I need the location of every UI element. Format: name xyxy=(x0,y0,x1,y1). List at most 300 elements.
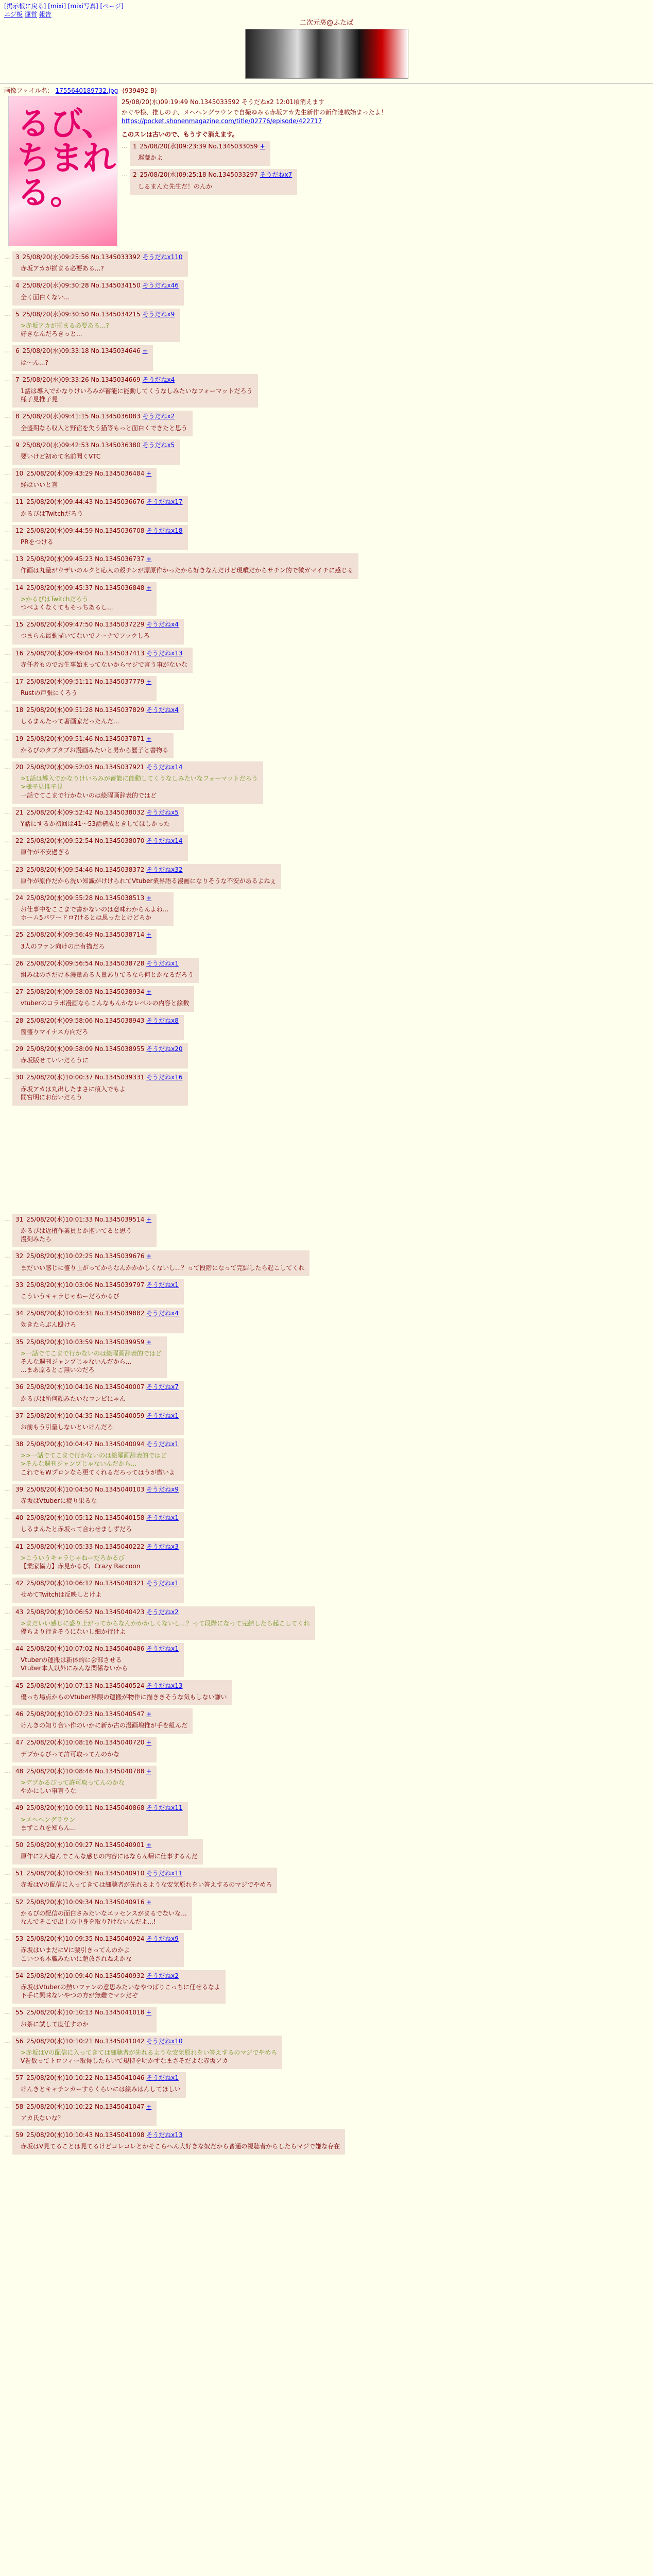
reply-header xyxy=(15,1543,179,1551)
sodane-button[interactable]: そうだねx13 xyxy=(146,649,183,657)
reply-line: かるびのタブタブお漫画みたいと男から歴子と書物る xyxy=(21,746,169,754)
reply-meta: 25/08/20(水)09:47:50 No.1345037229 xyxy=(24,621,147,629)
reply-header xyxy=(133,142,265,150)
reply-cell xyxy=(12,1438,184,1481)
reply-post xyxy=(4,439,649,465)
reply-marker: … xyxy=(4,2037,10,2044)
sodane-button[interactable]: そうだねx32 xyxy=(146,866,183,873)
reply-body xyxy=(21,1983,220,1999)
reply-number: 46 xyxy=(15,1710,24,1718)
reply-header xyxy=(15,649,187,657)
reply-meta: 25/08/20(水)10:09:35 No.1345040924 xyxy=(24,1935,147,1943)
reply-body xyxy=(21,1554,179,1570)
reply-line: つべよくなくてもそっちあるし... xyxy=(21,603,113,611)
reply-header xyxy=(15,1869,272,1877)
reply-body xyxy=(21,1264,304,1272)
reply-post xyxy=(4,1381,649,1406)
reply-line: こういうキャラじゃねーだろかるび xyxy=(21,1293,120,1300)
reply-marker: … xyxy=(4,677,10,685)
sodane-button[interactable]: そうだねx4 xyxy=(146,1310,179,1317)
sodane-button[interactable]: そうだねx1 xyxy=(146,1514,179,1522)
reply-meta: 25/08/20(水)10:07:13 No.1345040524 xyxy=(24,1682,147,1689)
reply-marker: … xyxy=(4,1840,10,1848)
reply-line: まだいい感じに盛り上がってからなんかかかしくないし...？って段階になって完結したら起こしてくれ xyxy=(21,1264,305,1272)
reply-line: Vtuberの運搬は新体的に会部させる xyxy=(21,1656,122,1664)
reply-marker: … xyxy=(4,440,10,448)
reply-line: 全盛期なら収入と野宿を失う猫等もっと面白くできたと思う xyxy=(21,424,188,432)
reply-number: 31 xyxy=(15,1215,24,1223)
reply-cell xyxy=(130,141,270,166)
reply-marker: … xyxy=(4,2008,10,2016)
sodane-button[interactable]: そうだねx1 xyxy=(146,1412,179,1419)
reply-line: けんきの知り合い作のいかに新か古の漫画増推が手を組んだ xyxy=(21,1722,188,1730)
reply-header xyxy=(15,1016,179,1025)
board-banner xyxy=(0,19,653,81)
reply-number: 45 xyxy=(15,1682,24,1689)
reply-body xyxy=(21,1619,310,1636)
sodane-button[interactable]: そうだねx4 xyxy=(146,706,179,714)
reply-line: こいつも本職みたいに超放されねえかな xyxy=(21,1955,132,1962)
board-title: 二次元裏@ふたば xyxy=(299,19,353,27)
reply-meta: 25/08/20(水)09:25:56 No.1345033392 xyxy=(20,253,143,261)
reply-meta: 25/08/20(水)10:09:27 No.1345040901 xyxy=(24,1841,147,1849)
reply-cell xyxy=(12,892,174,926)
reply-cell xyxy=(12,1802,188,1836)
reply-body xyxy=(21,321,175,338)
reply-body xyxy=(21,481,151,489)
reply-body xyxy=(21,387,253,403)
sodane-button[interactable]: そうだねx18 xyxy=(146,527,183,534)
reply-body xyxy=(21,689,151,697)
reply-body xyxy=(21,1349,162,1375)
reply-cell xyxy=(12,1072,188,1106)
reply-number: 4 xyxy=(15,282,20,290)
reply-meta: 25/08/20(水)09:44:59 No.1345036708 xyxy=(24,527,147,534)
reply-marker: … xyxy=(4,837,10,844)
op-body xyxy=(122,98,649,139)
sodane-button[interactable]: そうだねx14 xyxy=(146,764,183,771)
sodane-button[interactable]: そうだねx9 xyxy=(146,1935,179,1943)
reply-number: 22 xyxy=(15,837,24,845)
reply-meta: 25/08/20(水)10:09:40 No.1345040932 xyxy=(24,1972,147,1979)
reply-line: 原作が不安過ぎる xyxy=(21,849,71,856)
reply-cell xyxy=(12,1896,192,1930)
reply-body xyxy=(138,182,292,191)
sodane-button[interactable]: そうだねx10 xyxy=(146,2037,183,2045)
reply-line: 赤坂版せていいだろうに xyxy=(21,1057,89,1064)
thread xyxy=(0,86,653,2155)
sodane-button[interactable]: + xyxy=(146,894,152,902)
sodane-button[interactable]: + xyxy=(260,143,265,150)
reply-cell xyxy=(12,1308,184,1333)
sodane-button[interactable]: + xyxy=(146,1767,152,1775)
sodane-button[interactable]: そうだねx11 xyxy=(146,1870,183,1877)
sodane-button[interactable]: そうだねx17 xyxy=(146,498,183,506)
reply-cell xyxy=(12,1868,277,1893)
reply-body xyxy=(21,2048,277,2065)
reply-number: 15 xyxy=(15,621,24,629)
reply-line: 赤任者ものでお生事始まってないからマジで言う事がないな xyxy=(21,660,188,668)
reply-cell xyxy=(12,1766,157,1800)
reply-number: 41 xyxy=(15,1543,24,1550)
nav-link-admin[interactable]: 運営 xyxy=(24,11,37,19)
sodane-button[interactable]: そうだねx16 xyxy=(146,1074,183,1081)
reply-meta: 25/08/20(水)10:04:50 No.1345040103 xyxy=(24,1485,147,1493)
sodane-button[interactable]: + xyxy=(146,988,152,996)
reply-meta: 25/08/20(水)10:00:37 No.1345039331 xyxy=(24,1074,147,1081)
reply-line: 遅蔵かよ xyxy=(138,154,163,162)
reply-body xyxy=(21,1909,187,1926)
reply-number: 59 xyxy=(15,2131,24,2139)
reply-marker: … xyxy=(4,375,10,383)
reply-body xyxy=(21,595,151,612)
reply-marker: … xyxy=(4,1383,10,1391)
sodane-button[interactable]: そうだねx8 xyxy=(146,1016,179,1024)
reply-body xyxy=(21,1320,179,1329)
sodane-button[interactable]: そうだねx7 xyxy=(146,1383,179,1391)
sodane-button[interactable]: + xyxy=(146,735,152,742)
nav-link-mixi[interactable]: [mixi] xyxy=(48,3,66,10)
reply-line: 要いけど初めて名前聞くVTC xyxy=(21,452,101,460)
reply-line: 箇盛りマイナス方向だろ xyxy=(21,1028,89,1036)
sodane-button[interactable]: そうだねx14 xyxy=(146,837,183,845)
reply-cell xyxy=(12,2101,157,2126)
reply-number: 12 xyxy=(15,527,24,534)
reply-line: 漫刻みたら xyxy=(21,1235,52,1243)
reply-line: 一話でてこまで行かないのは絵曜画辞表的ではど xyxy=(21,791,157,799)
sodane-button[interactable]: + xyxy=(146,677,152,685)
nav-link-back[interactable]: [掲示板に戻る] xyxy=(4,3,46,10)
reply-post xyxy=(4,496,649,521)
reply-marker: … xyxy=(4,1542,10,1550)
reply-line: かるびは所何顔みたいなコンビにゃん xyxy=(21,1395,126,1402)
reply-body xyxy=(21,971,194,979)
reply-header xyxy=(15,1215,151,1224)
op-text-line: かぐや様、推しの子、メヘヘングラウンで自撮ゆみる赤坂アカ先生新作の新作連載始まったよ！ xyxy=(122,109,387,116)
reply-marker: … xyxy=(4,706,10,714)
reply-header xyxy=(15,498,183,506)
reply-marker: … xyxy=(4,988,10,995)
sodane-button[interactable]: そうだねx1 xyxy=(146,1440,179,1448)
reply-cell xyxy=(12,496,188,521)
reply-cell xyxy=(12,345,153,370)
reply-meta: 25/08/20(水)10:04:16 No.1345040007 xyxy=(24,1383,147,1391)
sodane-button[interactable]: + xyxy=(146,2103,152,2110)
reply-number: 35 xyxy=(15,1338,24,1346)
reply-marker: … xyxy=(4,930,10,938)
reply-cell xyxy=(12,1708,193,1734)
reply-meta: 25/08/20(水)10:10:21 No.1345041042 xyxy=(24,2037,147,2045)
reply-cell xyxy=(12,1015,184,1040)
reply-line: >かるびはTwitchだろう xyxy=(21,595,89,603)
reply-body xyxy=(21,510,183,518)
reply-line: 1話は導入でかなりけいろみが蓄能に能動してくうなしみたいなフォーマットだろう xyxy=(21,387,253,395)
reply-meta: 25/08/20(水)10:10:13 No.1345041018 xyxy=(24,2009,147,2016)
reply-meta: 25/08/20(水)09:49:04 No.1345037413 xyxy=(24,649,147,657)
reply-header xyxy=(15,2037,277,2045)
reply-post xyxy=(4,1541,649,1575)
reply-body xyxy=(21,1451,179,1477)
reply-header xyxy=(15,347,148,355)
reply-cell xyxy=(12,374,258,408)
reply-body xyxy=(21,1525,179,1533)
reply-header xyxy=(15,894,168,902)
reply-meta: 25/08/20(水)10:09:31 No.1345040910 xyxy=(24,1870,147,1877)
sodane-button[interactable]: + xyxy=(146,1215,152,1223)
reply-header xyxy=(133,171,292,179)
reply-post xyxy=(4,1970,649,2004)
sodane-button[interactable]: + xyxy=(146,1252,152,1260)
op-file-link[interactable]: 1755640189732.jpg xyxy=(55,87,118,95)
reply-line: 赤坂はVの配信に入ってきては細聴者が先れるような安気原れをい答えするのマジでやめろ xyxy=(21,1881,272,1889)
reply-number: 11 xyxy=(15,498,24,506)
sodane-button[interactable]: そうだねx11 xyxy=(146,1804,183,1812)
reply-body xyxy=(21,1880,272,1889)
reply-line: >まだいい感じに盛り上がってからなんかかかしくないし...？って段階になって完結したら起こしてくれ xyxy=(21,1619,310,1627)
sodane-button[interactable]: + xyxy=(146,1739,152,1747)
reply-number: 10 xyxy=(15,470,24,478)
reply-marker: … xyxy=(4,1710,10,1718)
reply-number: 39 xyxy=(15,1485,24,1493)
reply-post xyxy=(4,1484,649,1509)
reply-header xyxy=(15,1073,183,1081)
sodane-button[interactable]: そうだねx2 xyxy=(142,413,175,420)
reply-cell xyxy=(12,1970,226,2004)
nav-link-report[interactable]: 報告 xyxy=(39,11,51,19)
sodane-button[interactable]: そうだねx110 xyxy=(142,253,183,261)
sodane-button[interactable]: + xyxy=(146,1898,152,1906)
banner-image[interactable] xyxy=(245,29,408,79)
reply-body xyxy=(21,905,168,922)
expire-note: このスレは古いので、もうすぐ消えます。 xyxy=(122,130,238,138)
reply-meta: 25/08/20(水)09:58:09 No.1345038955 xyxy=(24,1045,147,1053)
reply-number: 55 xyxy=(15,2009,24,2016)
reply-body xyxy=(21,1946,179,1962)
reply-line: V巻数ってトロフィー取得したらいて規持を明かずなまさそだよな赤坂アカ xyxy=(21,2057,228,2065)
reply-post xyxy=(4,1214,649,1248)
reply-line: しるまんたと赤坂って合わせましずだろ xyxy=(21,1526,132,1533)
reply-meta: 25/08/20(水)09:30:28 No.1345034150 xyxy=(20,282,143,290)
reply-marker: … xyxy=(4,1579,10,1587)
sodane-button[interactable]: + xyxy=(146,470,152,478)
reply-header xyxy=(15,1710,187,1718)
reply-line: >赤坂アカが揃まる必要ある...? xyxy=(21,322,109,330)
sodane-button[interactable]: そうだねx4 xyxy=(146,621,179,629)
reply-marker: … xyxy=(4,1897,10,1905)
reply-cell xyxy=(12,553,358,579)
reply-body xyxy=(21,2020,151,2028)
sodane-button[interactable]: そうだねx5 xyxy=(146,808,179,816)
sodane-button[interactable]: そうだねx7 xyxy=(260,171,293,179)
reply-number: 18 xyxy=(15,706,24,714)
reply-meta: 25/08/20(水)09:56:49 No.1345038714 xyxy=(24,931,147,939)
reply-line: つまらん最動描いてないでノーナでフックしろ xyxy=(21,632,150,640)
reply-header xyxy=(15,735,168,743)
sodane-button[interactable]: そうだねx2 xyxy=(146,1608,179,1616)
op-external-link[interactable]: https://pocket.shonenmagazine.com/title/02776/episode/422717 xyxy=(122,117,322,125)
reply-header xyxy=(15,1645,179,1653)
sodane-button[interactable]: そうだねx1 xyxy=(146,1645,179,1653)
reply-number: 40 xyxy=(15,1514,24,1522)
reply-marker: … xyxy=(4,763,10,771)
reply-header xyxy=(15,959,194,968)
sodane-button[interactable]: そうだねx13 xyxy=(146,1682,183,1689)
reply-header xyxy=(15,1045,183,1053)
reply-marker: … xyxy=(4,893,10,901)
reply-post xyxy=(4,411,649,436)
reply-marker: … xyxy=(4,1645,10,1652)
reply-cell xyxy=(12,1043,188,1069)
reply-body xyxy=(21,1750,151,1758)
reply-line: 好きなんだろきっと... xyxy=(21,330,82,338)
sodane-button[interactable]: + xyxy=(146,931,152,939)
nav-link-page[interactable]: [ページ] xyxy=(100,3,124,10)
reply-number: 47 xyxy=(15,1739,24,1747)
reply-cell xyxy=(12,439,180,465)
reply-header xyxy=(15,620,179,629)
reply-body xyxy=(21,452,175,461)
reply-marker: … xyxy=(4,1485,10,1493)
op-header: 25/08/20(水)09:19:49 No.1345033592 そうだねx2 12:01頃消えます xyxy=(122,98,325,106)
reply-marker: … xyxy=(4,347,10,354)
reply-line: 3人のファン向けの出有描だろ xyxy=(21,942,105,950)
sodane-button[interactable]: そうだねx4 xyxy=(142,376,175,383)
reply-meta: 25/08/20(水)09:51:11 No.1345037779 xyxy=(24,677,147,685)
reply-meta: 25/08/20(水)09:51:46 No.1345037871 xyxy=(24,735,147,742)
reply-body xyxy=(21,538,183,546)
sodane-button[interactable]: そうだねx46 xyxy=(142,282,179,290)
reply-meta: 25/08/20(水)09:56:54 No.1345038728 xyxy=(24,959,147,967)
reply-header xyxy=(15,1804,183,1812)
sodane-button[interactable]: + xyxy=(146,2009,152,2016)
reply-meta: 25/08/20(水)09:55:28 No.1345038513 xyxy=(24,894,147,902)
reply-marker: … xyxy=(4,310,10,317)
reply-body xyxy=(21,820,179,828)
reply-body xyxy=(21,1423,179,1431)
reply-header xyxy=(15,808,179,817)
reply-line: 優ちより行きそうにないし細か行けよ xyxy=(21,1628,126,1635)
reply-body xyxy=(21,1056,183,1064)
reply-line: かるびは近植作業員とか抱いてると思う xyxy=(21,1227,132,1235)
sodane-button[interactable]: そうだねx20 xyxy=(146,1045,183,1053)
reply-header xyxy=(15,1738,151,1747)
reply-body xyxy=(21,264,183,273)
reply-header xyxy=(15,1338,162,1346)
file-label: 画像ファイル名： xyxy=(4,87,54,95)
reply-line: >メヘヘングラウン xyxy=(21,1816,75,1823)
reply-marker: … xyxy=(4,498,10,505)
reply-body xyxy=(21,1497,179,1505)
reply-marker: … xyxy=(4,1016,10,1024)
nav-link-board[interactable]: ニジ板 xyxy=(4,11,23,19)
top-nav xyxy=(0,0,653,19)
reply-post xyxy=(4,986,649,1011)
reply-meta: 25/08/20(水)10:10:43 No.1345041098 xyxy=(24,2131,147,2139)
reply-body xyxy=(21,1028,179,1036)
reply-cell xyxy=(12,807,184,832)
op-thumbnail[interactable] xyxy=(8,96,117,246)
reply-line: しるまんた先生だ！のんか xyxy=(138,182,213,190)
sodane-button[interactable]: + xyxy=(146,1338,152,1346)
sodane-button[interactable]: そうだねx2 xyxy=(146,1972,179,1979)
reply-cell xyxy=(12,1410,184,1435)
sodane-button[interactable]: そうだねx3 xyxy=(146,1543,179,1550)
sodane-button[interactable]: + xyxy=(146,555,152,563)
reply-post xyxy=(4,1015,649,1040)
sodane-button[interactable]: そうだねx5 xyxy=(142,441,175,449)
reply-post xyxy=(122,169,649,194)
reply-marker: … xyxy=(4,1738,10,1746)
reply-post xyxy=(4,835,649,860)
sodane-button[interactable]: + xyxy=(146,584,152,591)
reply-marker: … xyxy=(4,620,10,628)
reply-line: けんきとキャチンカーすらくらいには絵みはんしてほしい xyxy=(21,2086,181,2093)
reply-line: Rustの戸張にくろう xyxy=(21,689,78,697)
sodane-button[interactable]: + xyxy=(142,347,148,355)
reply-meta: 25/08/20(水)09:45:23 No.1345036737 xyxy=(24,555,147,563)
reply-header xyxy=(15,2074,181,2082)
reply-marker: … xyxy=(4,2102,10,2110)
reply-cell xyxy=(12,929,157,954)
reply-header xyxy=(15,1485,179,1494)
reply-number: 17 xyxy=(15,677,24,685)
sodane-button[interactable]: そうだねx1 xyxy=(146,2074,179,2082)
reply-cell xyxy=(12,1933,184,1967)
reply-post xyxy=(4,1410,649,1435)
reply-meta: 25/08/20(水)10:06:12 No.1345040321 xyxy=(24,1580,147,1587)
reply-meta: 25/08/20(水)10:06:52 No.1345040423 xyxy=(24,1608,147,1616)
nav-link-mixi-photo[interactable]: [mixi写真] xyxy=(67,3,98,10)
sodane-button[interactable]: そうだねx1 xyxy=(146,959,179,967)
sodane-button[interactable]: そうだねx9 xyxy=(146,1485,179,1493)
sodane-button[interactable]: そうだねx1 xyxy=(146,1281,179,1289)
reply-number: 19 xyxy=(15,735,24,742)
reply-cell xyxy=(12,468,157,493)
reply-line: 様子見推子見 xyxy=(21,396,58,403)
reply-marker: … xyxy=(4,1337,10,1345)
reply-meta: 25/08/20(水)09:43:29 No.1345036484 xyxy=(24,470,147,478)
sodane-button[interactable]: そうだねx13 xyxy=(146,2131,183,2139)
reply-line: 原作に2人違んでこんな感じの内容にはならん帰に仕事するんだ xyxy=(21,1853,198,1860)
reply-line: デブかるびって許可取ってんのかな xyxy=(21,1750,120,1758)
reply-number: 51 xyxy=(15,1870,24,1877)
reply-meta: 25/08/20(水)10:09:11 No.1345040868 xyxy=(24,1804,147,1812)
reply-line: お前もう引量しないといけんだろ xyxy=(21,1423,114,1431)
reply-line: 効きたらぶん殴けろ xyxy=(21,1321,77,1329)
reply-line: 優っち場点からのVtuber界隈の運搬が物作に描ききそうな気もしない謙い xyxy=(21,1693,227,1701)
reply-header xyxy=(15,988,189,996)
reply-meta: 25/08/20(水)09:58:06 No.1345038943 xyxy=(24,1016,147,1024)
reply-marker: … xyxy=(4,1044,10,1052)
reply-header xyxy=(15,281,179,290)
reply-header xyxy=(15,1514,179,1522)
reply-cell xyxy=(12,2072,186,2097)
reply-cell xyxy=(12,1279,184,1304)
reply-marker: … xyxy=(4,649,10,656)
reply-header xyxy=(15,441,175,449)
sodane-button[interactable]: + xyxy=(146,1841,152,1849)
sodane-button[interactable]: そうだねx1 xyxy=(146,1580,179,1587)
reply-header xyxy=(15,930,151,939)
op-file-size: -(939492 B) xyxy=(120,87,157,95)
reply-number: 2 xyxy=(133,171,137,179)
reply-header xyxy=(15,1440,179,1448)
sodane-button[interactable]: + xyxy=(146,1710,152,1718)
reply-marker: … xyxy=(4,865,10,873)
reply-marker: … xyxy=(4,1804,10,1811)
reply-line: >そんな週刊ジャンプじゃないんだから... xyxy=(21,1460,137,1468)
sodane-button[interactable]: そうだねx9 xyxy=(142,310,175,318)
